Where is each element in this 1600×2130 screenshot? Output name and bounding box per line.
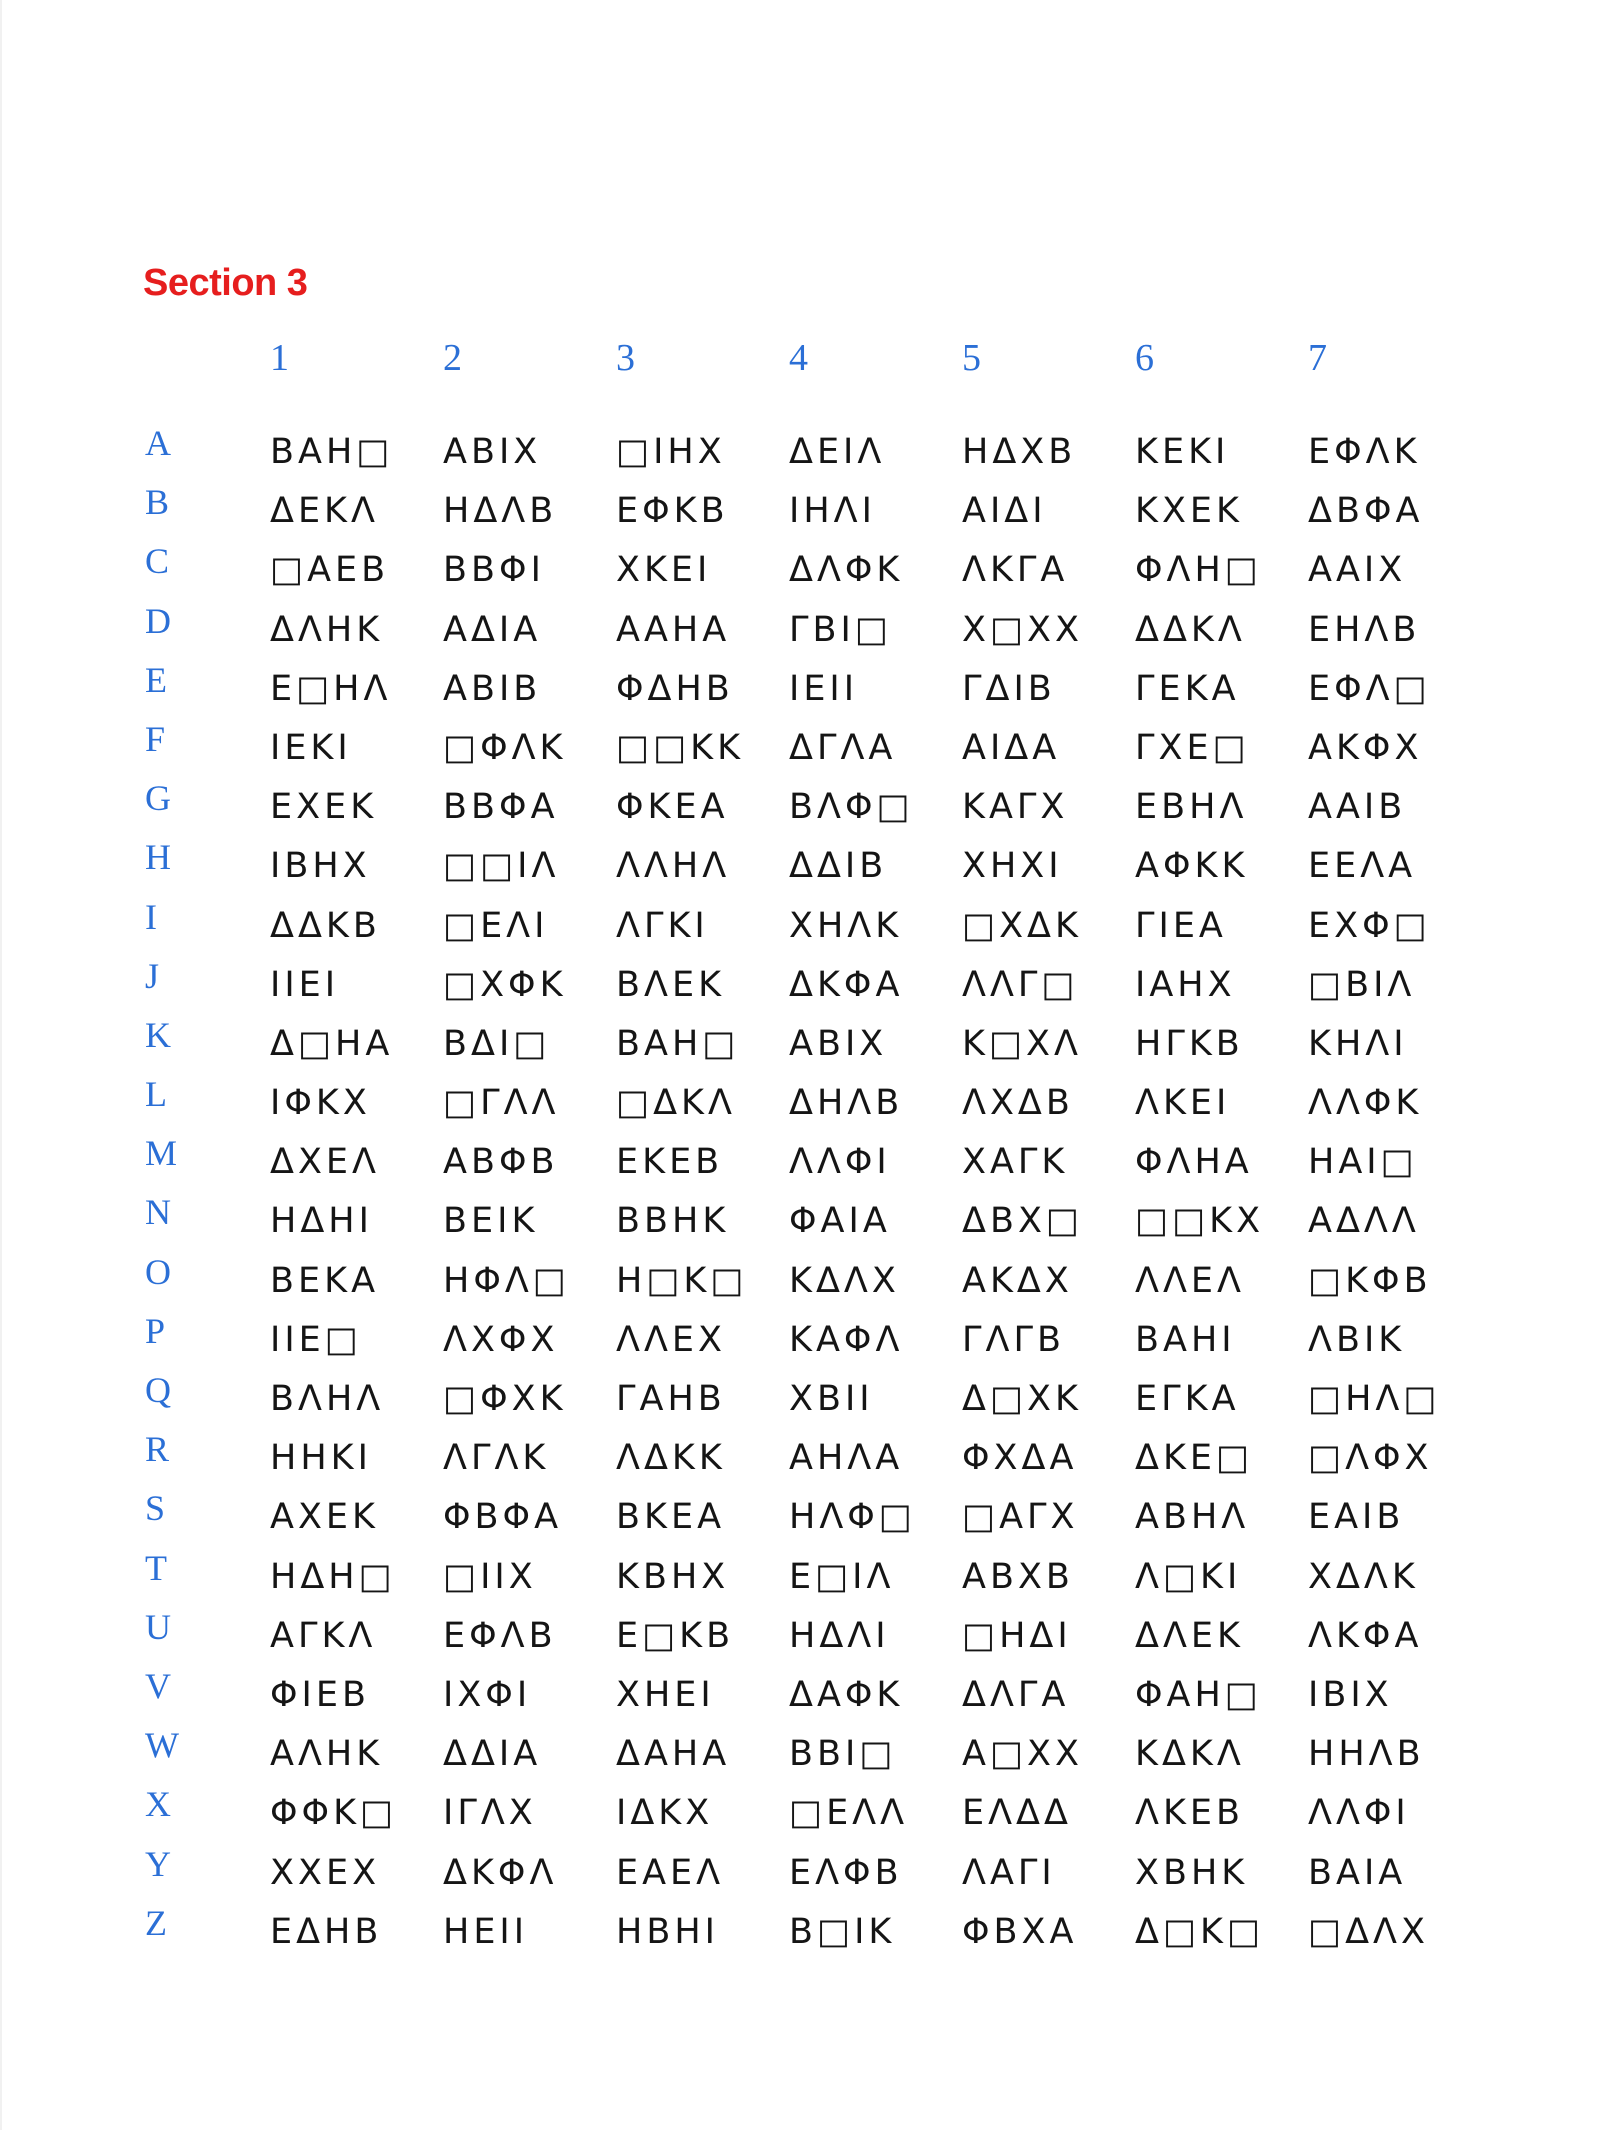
grid-cell: ΒΑΗ□ <box>270 432 394 472</box>
grid-cell: ΧΑΓΚ <box>962 1142 1069 1183</box>
grid-cell: □ΦΛΚ <box>443 727 567 768</box>
grid-cell: ΒΛΗΛ <box>270 1379 385 1419</box>
grid-cell: □ΔΚΛ <box>616 1083 736 1124</box>
grid-cell: ΛΛΦΙ <box>789 1142 891 1183</box>
grid-cell: ΔΔΚΛ <box>1135 609 1246 650</box>
grid-cell: ΙΦΚΧ <box>270 1083 371 1124</box>
grid-cell: ΛΛΦΙ <box>1308 1793 1410 1834</box>
grid-cell: □ΗΔΙ <box>962 1615 1072 1656</box>
row-label: X <box>145 1784 171 1825</box>
grid-cell: □ΓΛΛ <box>443 1083 560 1124</box>
grid-row <box>0 481 1600 540</box>
grid-cell: ΒΒΗΚ <box>616 1201 730 1242</box>
grid-cell: ΑΦΚΚ <box>1135 846 1249 887</box>
row-label: H <box>145 837 171 878</box>
grid-cell: ΧΒΙΙ <box>789 1379 874 1419</box>
grid-cell: ΔΑΦΚ <box>789 1674 904 1715</box>
grid-row <box>0 1428 1600 1487</box>
grid-row <box>0 1310 1600 1369</box>
grid-cell: ΑΒΙΧ <box>789 1023 888 1064</box>
grid-cell: ΔΚΦΛ <box>443 1852 558 1893</box>
column-header-2: 2 <box>443 337 462 379</box>
row-label: N <box>145 1192 171 1233</box>
grid-cell: ΒΔΙ□ <box>443 1023 551 1064</box>
grid-cell: ΑΚΦΧ <box>1308 727 1423 768</box>
grid-cell: ΕΦΛ□ <box>1308 668 1431 709</box>
row-label: T <box>145 1547 167 1588</box>
row-label: S <box>145 1488 166 1529</box>
column-header-5: 5 <box>962 337 981 379</box>
grid-cell: ΧΧΕΧ <box>270 1852 381 1893</box>
grid-cell: ΦΒΧΑ <box>962 1911 1078 1952</box>
grid-row <box>0 1724 1600 1783</box>
row-label: I <box>145 896 157 937</box>
grid-cell: ΔΔΙΑ <box>443 1734 542 1775</box>
row-label: Z <box>145 1902 167 1943</box>
grid-cell: ΕΦΛΒ <box>443 1615 557 1656</box>
column-header-7: 7 <box>1308 337 1327 379</box>
grid-cell: ΕΑΙΒ <box>1308 1497 1405 1538</box>
row-label: B <box>145 482 170 523</box>
grid-row <box>0 1547 1600 1606</box>
grid-row <box>0 1487 1600 1546</box>
grid-cell: ΒΒΦΙ <box>443 550 545 591</box>
grid-cell: ΙΕΙΙ <box>789 668 859 709</box>
grid-cell: ΛΑΓΙ <box>962 1852 1056 1893</box>
grid-cell: ΦΛΗ□ <box>1135 550 1262 591</box>
grid-cell: ΧΗΛΚ <box>789 905 903 946</box>
grid-cell: ΔΒΧ□ <box>962 1201 1083 1242</box>
grid-cell: ΛΛΕΧ <box>616 1319 726 1360</box>
grid-cell: ΕΑΕΛ <box>616 1852 725 1893</box>
grid-cell: ΓΕΚΑ <box>1135 668 1240 709</box>
grid-cell: ΚΕΚΙ <box>1135 432 1230 472</box>
grid-cell: ΑΛΗΚ <box>270 1734 384 1775</box>
grid-cell: ΒΚΕΑ <box>616 1497 726 1538</box>
grid-cell: ΔΛΕΚ <box>1135 1615 1244 1656</box>
grid-cell: □ΧΦΚ <box>443 964 567 1005</box>
grid-cell: ΛΛΕΛ <box>1135 1260 1245 1301</box>
grid-cell: ΑΒΙΒ <box>443 668 542 709</box>
row-label: G <box>145 778 171 819</box>
grid-row <box>0 422 1600 481</box>
grid-cell: Κ□ΧΛ <box>962 1023 1082 1064</box>
grid-row <box>0 1132 1600 1191</box>
grid-cell: ΗΗΛΒ <box>1308 1734 1425 1775</box>
grid-cell: □ΕΛΛ <box>789 1793 909 1834</box>
row-label: M <box>145 1133 178 1174</box>
grid-cell: ΑΓΚΛ <box>270 1615 377 1656</box>
grid-cell: ΒΑΙΑ <box>1308 1852 1407 1893</box>
grid-cell: Δ□Κ□ <box>1135 1911 1265 1952</box>
grid-cell: ΧΗΧΙ <box>962 846 1063 887</box>
grid-cell: ΦΑΗ□ <box>1135 1674 1262 1715</box>
grid-cell: ΧΚΕΙ <box>616 550 712 591</box>
grid-cell: □ΧΔΚ <box>962 905 1082 946</box>
grid-cell: ΑΑΙΧ <box>1308 550 1407 591</box>
grid-cell: ΙΗΛΙ <box>789 491 876 532</box>
grid-cell: ΧΒΗΚ <box>1135 1852 1249 1893</box>
grid-cell: ΙΔΚΧ <box>616 1793 714 1834</box>
grid-cell: ΑΧΕΚ <box>270 1497 379 1538</box>
symbol-grid <box>0 422 1600 1961</box>
grid-cell: ΙΕΚΙ <box>270 727 352 768</box>
grid-cell: ΙΧΦΙ <box>443 1674 532 1715</box>
row-label: F <box>145 718 166 759</box>
grid-cell: ΕΔΗΒ <box>270 1911 383 1952</box>
grid-cell: Ε□ΚΒ <box>616 1615 735 1656</box>
grid-cell: ΕΧΕΚ <box>270 787 378 828</box>
grid-cell: Χ□ΧΧ <box>962 609 1083 650</box>
grid-cell: ΗΔΗΙ <box>270 1201 373 1242</box>
grid-cell: □ΑΓΧ <box>962 1497 1079 1538</box>
grid-cell: ΗΑΙ□ <box>1308 1142 1418 1183</box>
grid-cell: ΛΛΗΛ <box>616 846 731 887</box>
grid-cell: □□ΙΛ <box>443 846 560 887</box>
section-title: Section 3 <box>143 262 308 304</box>
grid-cell: ΔΛΗΚ <box>270 609 384 650</box>
row-label: E <box>145 659 167 700</box>
grid-cell: ΓΒΙ□ <box>789 609 892 650</box>
grid-row <box>0 1783 1600 1842</box>
grid-cell: ΑΔΙΑ <box>443 609 542 650</box>
grid-cell: ΕΦΛΚ <box>1308 432 1421 472</box>
grid-cell: ΔΗΛΒ <box>789 1083 904 1124</box>
grid-cell: ΕΦΚΒ <box>616 491 729 532</box>
grid-cell: ΛΛΓ□ <box>962 964 1079 1005</box>
grid-cell: ΓΔΙΒ <box>962 668 1056 709</box>
grid-row <box>0 1606 1600 1665</box>
grid-cell: ΗΔΗ□ <box>270 1556 396 1597</box>
grid-cell: Ε□ΗΛ <box>270 668 392 709</box>
grid-cell: ΙΒΙΧ <box>1308 1674 1393 1715</box>
column-header-4: 4 <box>789 337 808 379</box>
grid-cell: ΔΑΗΑ <box>616 1734 731 1775</box>
row-label: D <box>145 600 171 641</box>
grid-cell: ΔΛΦΚ <box>789 550 904 591</box>
grid-cell: ΑΒΗΛ <box>1135 1497 1250 1538</box>
row-label: Y <box>145 1843 171 1884</box>
grid-cell: ΛΧΦΧ <box>443 1319 559 1360</box>
grid-cell: ΕΛΦΒ <box>789 1852 903 1893</box>
row-label: L <box>145 1074 167 1115</box>
grid-cell: ΗΔΧΒ <box>962 432 1077 472</box>
grid-cell: ΒΛΦ□ <box>789 787 914 828</box>
grid-cell: ΧΗΕΙ <box>616 1674 715 1715</box>
column-header-6: 6 <box>1135 337 1154 379</box>
grid-row <box>0 540 1600 599</box>
grid-cell: ΙΙΕ□ <box>270 1319 362 1360</box>
grid-cell: ΗΗΚΙ <box>270 1438 372 1479</box>
grid-cell: ΓΙΕΑ <box>1135 905 1227 946</box>
grid-cell: ΗΒΗΙ <box>616 1911 719 1952</box>
grid-cell: ΕΓΚΑ <box>1135 1379 1240 1419</box>
grid-cell: ΙΑΗΧ <box>1135 964 1236 1005</box>
grid-cell: ΗΛΦ□ <box>789 1497 916 1538</box>
grid-cell: ΦΔΗΒ <box>616 668 734 709</box>
grid-row <box>0 600 1600 659</box>
grid-cell: □ΒΙΛ <box>1308 964 1416 1005</box>
grid-row <box>0 1014 1600 1073</box>
grid-cell: ΑΙΔΙ <box>962 491 1047 532</box>
grid-cell: ΕΕΛΑ <box>1308 846 1417 887</box>
row-label: A <box>145 423 171 463</box>
grid-cell: ΛΓΛΚ <box>443 1438 550 1479</box>
grid-row <box>0 777 1600 836</box>
row-label: R <box>145 1429 170 1470</box>
grid-cell: □ΕΛΙ <box>443 905 549 946</box>
grid-cell: ΔΚΕ□ <box>1135 1438 1254 1479</box>
grid-row <box>0 1902 1600 1961</box>
grid-cell: ΑΗΛΑ <box>789 1438 904 1479</box>
grid-cell: ΓΑΗΒ <box>616 1379 726 1419</box>
grid-cell: ΛΚΦΑ <box>1308 1615 1423 1656</box>
grid-cell: ΔΓΛΑ <box>789 727 897 768</box>
grid-cell: ΙΓΛΧ <box>443 1793 537 1834</box>
grid-cell: ΕΛΔΔ <box>962 1793 1072 1834</box>
grid-cell: ΛΚΕΙ <box>1135 1083 1231 1124</box>
grid-cell: □ΑΕΒ <box>270 550 390 591</box>
grid-cell: ΔΛΓΑ <box>962 1674 1070 1715</box>
grid-row <box>0 955 1600 1014</box>
row-label: U <box>145 1606 171 1647</box>
row-label: Q <box>145 1370 171 1410</box>
grid-cell: ΚΒΗΧ <box>616 1556 730 1597</box>
grid-cell: □ΙΗΧ <box>616 432 726 472</box>
grid-cell: Δ□ΧΚ <box>962 1379 1082 1419</box>
grid-cell: Β□ΙΚ <box>789 1911 896 1952</box>
grid-cell: ΗΓΚΒ <box>1135 1023 1244 1064</box>
grid-row <box>0 836 1600 895</box>
grid-cell: ΔΚΦΑ <box>789 964 904 1005</box>
grid-row <box>0 1191 1600 1250</box>
grid-cell: ΛΔΚΚ <box>616 1438 726 1479</box>
grid-cell: ΔΔΚΒ <box>270 905 381 946</box>
grid-cell: ΙΙΕΙ <box>270 964 340 1005</box>
grid-cell: ΑΔΛΛ <box>1308 1201 1420 1242</box>
grid-cell: ΕΚΕΒ <box>616 1142 724 1183</box>
column-headers <box>0 336 1600 386</box>
grid-cell: ΒΒΦΑ <box>443 787 559 828</box>
grid-cell: ΚΗΛΙ <box>1308 1023 1408 1064</box>
grid-cell: ΗΔΛΙ <box>789 1615 890 1656</box>
grid-cell: ΕΗΛΒ <box>1308 609 1421 650</box>
row-label: O <box>145 1251 171 1292</box>
grid-row <box>0 718 1600 777</box>
grid-cell: ΕΒΗΛ <box>1135 787 1248 828</box>
grid-cell: □ΦΧΚ <box>443 1379 567 1419</box>
grid-cell: ΓΧΕ□ <box>1135 727 1250 768</box>
grid-cell: □ΗΛ□ <box>1308 1379 1441 1419</box>
grid-cell: ΛΚΕΒ <box>1135 1793 1245 1834</box>
grid-cell: ΒΑΗ□ <box>616 1023 740 1064</box>
grid-cell: ΛΛΦΚ <box>1308 1083 1423 1124</box>
grid-cell: Η□Κ□ <box>616 1260 748 1301</box>
grid-cell: ΙΒΗΧ <box>270 846 371 887</box>
grid-cell: □ΛΦΧ <box>1308 1438 1433 1479</box>
grid-cell: ΧΔΛΚ <box>1308 1556 1419 1597</box>
grid-cell: ΦΚΕΑ <box>616 787 729 828</box>
grid-cell: ΦΒΦΑ <box>443 1497 563 1538</box>
grid-cell: ΒΕΙΚ <box>443 1201 539 1242</box>
grid-cell: □ΔΛΧ <box>1308 1911 1429 1952</box>
column-header-1: 1 <box>270 337 289 379</box>
grid-cell: ΑΒΦΒ <box>443 1142 559 1183</box>
grid-cell: Ε□ΙΛ <box>789 1556 895 1597</box>
grid-cell: □□ΚΚ <box>616 727 745 768</box>
row-label: J <box>145 955 160 996</box>
grid-cell: Λ□ΚΙ <box>1135 1556 1242 1597</box>
grid-cell: ΚΑΦΛ <box>789 1319 904 1360</box>
grid-cell: ΑΙΔΑ <box>962 727 1061 768</box>
grid-cell: ΗΦΛ□ <box>443 1260 570 1301</box>
grid-cell: ΗΔΛΒ <box>443 491 558 532</box>
grid-cell: □ΚΦΒ <box>1308 1260 1432 1301</box>
grid-row <box>0 1665 1600 1724</box>
grid-row <box>0 1369 1600 1428</box>
grid-cell: ΦΧΔΑ <box>962 1438 1078 1479</box>
grid-cell: ΚΔΚΛ <box>1135 1734 1245 1775</box>
grid-row <box>0 1843 1600 1902</box>
row-label: K <box>145 1014 171 1055</box>
grid-row <box>0 659 1600 718</box>
grid-cell: ΛΒΙΚ <box>1308 1319 1406 1360</box>
grid-cell: ΑΒΙΧ <box>443 432 542 472</box>
grid-cell: ΒΕΚΑ <box>270 1260 380 1301</box>
grid-row <box>0 1073 1600 1132</box>
grid-cell: ΒΑΗΙ <box>1135 1319 1236 1360</box>
grid-cell: ΔΔΙΒ <box>789 846 888 887</box>
grid-cell: ΔΕΙΛ <box>789 432 886 472</box>
grid-cell: ΓΛΓΒ <box>962 1319 1065 1360</box>
row-label: V <box>145 1665 171 1706</box>
row-label: C <box>145 541 170 582</box>
grid-cell: ΑΑΙΒ <box>1308 787 1407 828</box>
grid-cell: ΛΚΓΑ <box>962 550 1069 591</box>
grid-cell: ΑΑΗΑ <box>616 609 731 650</box>
grid-cell: ΚΧΕΚ <box>1135 491 1243 532</box>
grid-cell: ΒΒΙ□ <box>789 1734 897 1775</box>
grid-cell: ΛΓΚΙ <box>616 905 709 946</box>
grid-cell: ΦΑΙΑ <box>789 1201 891 1242</box>
grid-cell: ΒΛΕΚ <box>616 964 726 1005</box>
grid-cell: ΔΕΚΛ <box>270 491 379 532</box>
grid-cell: □ΙΙΧ <box>443 1556 537 1597</box>
grid-cell: ΦΙΕΒ <box>270 1674 370 1715</box>
grid-row <box>0 896 1600 955</box>
grid-cell: ΔΒΦΑ <box>1308 491 1424 532</box>
grid-cell: ΑΒΧΒ <box>962 1556 1074 1597</box>
grid-cell: ΛΧΔΒ <box>962 1083 1074 1124</box>
grid-cell: ΦΦΚ□ <box>270 1793 398 1834</box>
grid-cell: ΔΧΕΛ <box>270 1142 380 1183</box>
grid-cell: ΕΧΦ□ <box>1308 905 1431 946</box>
grid-cell: ΑΚΔΧ <box>962 1260 1073 1301</box>
column-header-3: 3 <box>616 337 635 379</box>
grid-cell: ΦΛΗΑ <box>1135 1142 1253 1183</box>
grid-row <box>0 1251 1600 1310</box>
row-label: P <box>145 1310 166 1351</box>
grid-cell: □□ΚΧ <box>1135 1201 1265 1242</box>
grid-cell: Δ□ΗΑ <box>270 1023 394 1064</box>
row-label: W <box>145 1725 179 1766</box>
grid-cell: ΚΔΛΧ <box>789 1260 900 1301</box>
grid-cell: ΗΕΙΙ <box>443 1911 529 1952</box>
grid-cell: Α□ΧΧ <box>962 1734 1083 1775</box>
grid-cell: ΚΑΓΧ <box>962 787 1069 828</box>
